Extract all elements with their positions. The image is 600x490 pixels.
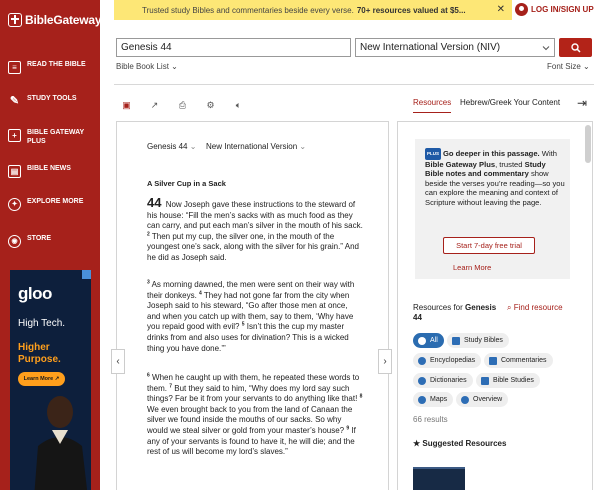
ad-choices-icon[interactable] [82, 270, 91, 279]
verse-number: 7 [169, 382, 173, 389]
sidebar-item-label: STORE [27, 235, 51, 242]
sidebar-item-store[interactable] [8, 235, 96, 248]
chevron-down-icon: ⌄ [189, 142, 197, 151]
verse-number: 4 [199, 289, 202, 296]
filter-chip-maps[interactable] [413, 392, 453, 407]
version-select[interactable] [355, 38, 555, 57]
search-icon [571, 43, 581, 53]
find-resource-label: Find resource [513, 303, 563, 312]
chip-label: Commentaries [501, 357, 547, 364]
chip-label: All [430, 337, 438, 344]
chevron-down-icon: ⌄ [171, 62, 178, 71]
store-icon: ◉ [8, 235, 21, 248]
check-icon [418, 337, 426, 345]
banner-text: Trusted study Bibles and commentaries beside every verse. [142, 5, 354, 15]
banner-highlight: 70+ resources valued at $5... [356, 5, 466, 15]
resources-panel [397, 121, 593, 490]
filter-chip-encyclopedias[interactable] [413, 353, 481, 368]
filter-chip-overview[interactable] [456, 392, 508, 407]
font-size-dropdown[interactable] [547, 62, 590, 71]
dictionary-icon [418, 377, 426, 385]
find-resource-link[interactable] [507, 303, 567, 313]
chip-label: Encyclopedias [430, 357, 476, 364]
bible-book-list-dropdown[interactable] [116, 62, 178, 71]
tab-resources[interactable]: Resources [413, 98, 451, 113]
passage-search-input[interactable] [116, 38, 351, 57]
filter-chip-bible-studies[interactable] [476, 373, 540, 388]
logo[interactable] [8, 13, 101, 27]
ad-logo: gloo [18, 284, 52, 303]
brand-name: BibleGateway [25, 13, 102, 27]
sidebar-ad[interactable] [10, 270, 91, 490]
ad-headline: High Tech. [18, 318, 66, 329]
commentary-icon [489, 357, 497, 365]
verse-number: 8 [359, 393, 363, 400]
suggested-resources-heading [413, 439, 506, 448]
promo-brand: Bible Gateway Plus [425, 159, 496, 169]
resources-for-text: Resources for [413, 303, 463, 312]
study-tools-icon: ✎ [9, 95, 20, 107]
verse-text: Isn’t this the cup my master drinks from and also uses for divination? This is a wicked thing you have done.’” [147, 322, 349, 353]
sidebar-item-label: EXPLORE MORE [27, 198, 84, 205]
encyclopedia-icon [418, 357, 426, 365]
plus-promo-card [415, 139, 570, 279]
sidebar-item-bible-news[interactable] [8, 165, 96, 178]
audio-icon[interactable]: 🔈︎ [235, 100, 242, 110]
passage-heading: A Silver Cup in a Sack [147, 179, 226, 188]
promo-title: Go deeper in this passage. [443, 148, 540, 158]
verse-text: If any of your servants is found to have it, he will die; and the rest of us will become my lord’s slaves.” [147, 425, 356, 457]
plus-icon: + [8, 129, 21, 142]
parallel-view-icon[interactable]: ▣ [122, 100, 131, 110]
chevron-down-icon [542, 45, 550, 51]
verse-text: Now Joseph gave these instructions to the steward of his house: “Fill the men’s sacks with as much food as they can carry, and put each man’s silver in the mouth of his sack. [147, 200, 363, 231]
resource-book-thumbnail[interactable] [413, 467, 465, 490]
sidebar-item-explore-more[interactable] [8, 198, 96, 211]
verse-text: When he caught up with them, he repeated these words to them. [147, 373, 360, 393]
resources-for-label [413, 303, 498, 323]
ad-person-image [28, 388, 90, 490]
chip-label: Dictionaries [430, 377, 467, 384]
news-icon: ▤ [8, 165, 21, 178]
filter-chip-commentaries[interactable] [484, 353, 553, 368]
verse-text: We even brought back to you from the land of Canaan the silver we found inside the mouths of our sacks. So why would we steal silver or gold from your master’s house? [147, 404, 353, 435]
passage-version-value: New International Version [206, 142, 298, 151]
filter-chip-all[interactable] [413, 333, 444, 348]
learn-more-link[interactable]: Learn More [453, 263, 492, 272]
verse-number: 6 [147, 372, 150, 379]
divider [114, 84, 594, 85]
font-size-label: Font Size [547, 62, 581, 71]
plus-badge: PLUS [425, 148, 441, 160]
login-label: LOG IN/SIGN UP [531, 5, 594, 14]
passage-reference-value: Genesis 44 [147, 142, 188, 151]
sidebar-item-label: BIBLE GATEWAY PLUS [27, 129, 85, 145]
verse-text: They had not gone far from the city when Joseph said to his steward, “Go after those men at once, and when you catch up with them, say to them, ‘Why have you repaid good with evil? [147, 290, 354, 332]
star-icon: ★ [413, 439, 421, 448]
verse-text: As morning dawned, the men were sent on their way with their donkeys. [147, 280, 355, 300]
overview-icon [461, 396, 469, 404]
passage-reference-select[interactable] [147, 142, 196, 151]
next-chapter-button[interactable] [378, 349, 392, 374]
chapter-number: 44 [147, 195, 162, 210]
results-count: 66 results [413, 415, 448, 424]
verse-number: 9 [346, 425, 350, 432]
suggested-label: Suggested Resources [422, 439, 507, 448]
bible-gateway-logo-icon [8, 13, 22, 27]
sidebar-item-bible-gateway-plus[interactable] [8, 129, 96, 146]
chip-label: Study Bibles [464, 337, 503, 344]
promo-text [425, 148, 565, 208]
share-icon[interactable]: ↗ [150, 100, 159, 110]
promo-bold-text: Study Bible notes and commentary [425, 159, 546, 179]
user-icon [515, 3, 528, 16]
passage-paragraph [147, 280, 363, 354]
passage-panel [116, 121, 389, 490]
bible-study-icon [481, 377, 489, 385]
sidebar-item-label: READ THE BIBLE [27, 61, 86, 68]
tab-hebrew-greek[interactable]: Hebrew/Greek Your Content [460, 98, 561, 107]
promo-text-part: , trusted [495, 159, 523, 169]
sidebar-item-read-the-bible[interactable] [8, 61, 96, 74]
sidebar-item-label: STUDY TOOLS [27, 95, 77, 102]
chip-label: Maps [430, 396, 448, 403]
chevron-down-icon: ⌄ [299, 142, 307, 151]
verse-text: But they said to him, “Why does my lord say such things? Far be it from your servants to do anything like that! [147, 383, 358, 404]
filter-chip-study-bibles[interactable] [447, 333, 509, 348]
collapse-panel-icon[interactable]: ⇥ [577, 96, 588, 110]
filter-chip-dictionaries[interactable] [413, 373, 473, 388]
version-select-value: New International Version (NIV) [360, 42, 501, 53]
promo-text-part: show beside the verses you’re reading—so you can explore the meaning and context of Scripture without leaving the page. [425, 169, 565, 207]
resources-for-ref: Genesis 44 [413, 303, 497, 322]
verse-number: 5 [241, 321, 245, 328]
print-icon[interactable]: ⎙ [178, 100, 187, 110]
compass-icon: ✦ [8, 198, 21, 211]
gear-icon[interactable]: ⚙ [206, 100, 215, 110]
book-list-label: Bible Book List [116, 62, 169, 71]
verse-text: Then put my cup, the silver one, in the mouth of the youngest one’s sack, along with the silver for his grain.” And he did as Joseph said. [147, 231, 359, 262]
scrollbar[interactable] [585, 125, 591, 163]
chevron-left-icon: ‹ [116, 356, 120, 367]
passage-version-select[interactable] [206, 142, 306, 151]
close-icon[interactable]: ✕ [496, 4, 505, 15]
chip-label: Bible Studies [493, 377, 534, 384]
previous-chapter-button[interactable] [111, 349, 125, 374]
sidebar-item-study-tools[interactable] [8, 95, 96, 108]
promo-text-part: With [541, 148, 557, 158]
ad-subheadline: Higher Purpose. [18, 342, 61, 365]
ad-learn-more-button[interactable]: Learn More ↗ [18, 372, 65, 386]
passage-paragraph [147, 195, 363, 264]
book-icon: ≡ [8, 61, 21, 74]
passage-paragraph [147, 373, 363, 458]
chevron-right-icon: › [383, 356, 387, 367]
verse-number: 3 [147, 279, 150, 286]
search-button[interactable] [559, 38, 592, 57]
login-button[interactable] [515, 3, 594, 16]
start-trial-button[interactable]: Start 7-day free trial [443, 237, 535, 254]
chevron-down-icon: ⌄ [583, 62, 590, 71]
study-bible-icon [452, 337, 460, 345]
map-icon [418, 396, 426, 404]
search-icon: ⌕ [507, 303, 512, 312]
sidebar [0, 0, 100, 490]
sidebar-item-label: BIBLE NEWS [27, 165, 71, 172]
chip-label: Overview [473, 396, 503, 403]
verse-number: 2 [147, 231, 150, 238]
promo-banner[interactable] [114, 0, 512, 20]
